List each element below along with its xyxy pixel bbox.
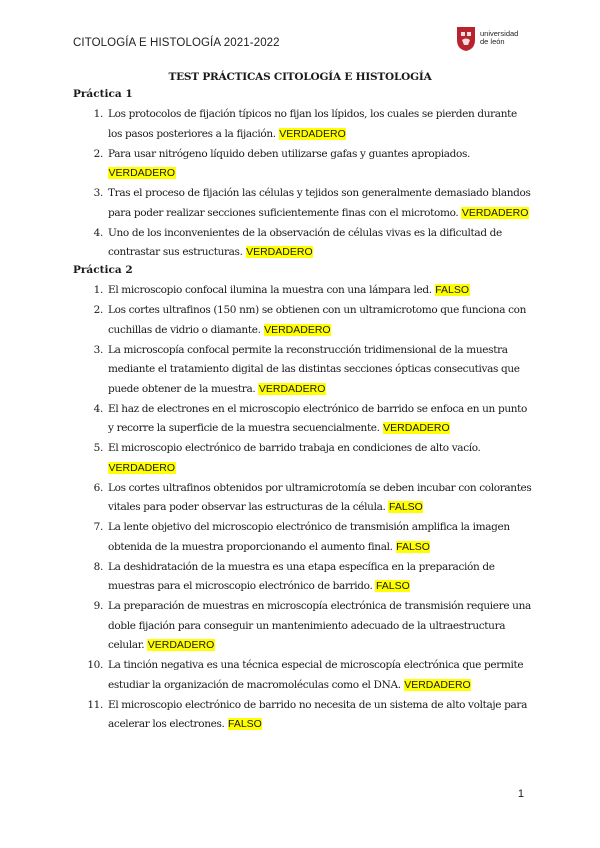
item-number: 1. bbox=[93, 108, 103, 120]
item-text: Los protocolos de fijación típicos no fijan los lípidos, los cuales se pierden durante los pasos posteriores a la fijación. bbox=[108, 108, 517, 140]
list-item bbox=[73, 184, 533, 223]
answer-highlight: VERDADERO bbox=[279, 127, 346, 140]
item-text: Los cortes ultrafinos obtenidos por ultramicrotomía se deben incubar con colorantes vitales para poder observar las estructuras de la célula. bbox=[108, 481, 532, 513]
answer-highlight: FALSO bbox=[388, 501, 423, 513]
item-text: El microscopio confocal ilumina la muestra con una lámpara led. bbox=[108, 284, 432, 296]
list-item bbox=[73, 400, 533, 439]
list-item bbox=[73, 341, 533, 400]
answer-highlight: VERDADERO bbox=[147, 639, 215, 651]
section-heading: Práctica 2 bbox=[73, 264, 133, 276]
item-number: 3. bbox=[93, 343, 103, 356]
item-text: Para usar nitrógeno líquido deben utilizarse gafas y guantes apropiados. bbox=[108, 147, 471, 160]
item-number: 4. bbox=[93, 226, 103, 239]
item-text: La tinción negativa es una técnica especial de microscopía electrónica que permite estudiar la organización de macromoléculas como el DNA. bbox=[108, 659, 524, 691]
list-item bbox=[73, 145, 533, 184]
item-number: 11. bbox=[87, 698, 103, 711]
item-text: El haz de electrones en el microscopio electrónico de barrido se enfoca en un punto y recorre la superficie de la muestra secuencialmente. bbox=[108, 402, 527, 434]
page-number: 1 bbox=[517, 788, 524, 800]
answer-highlight: FALSO bbox=[435, 284, 470, 296]
answer-highlight: FALSO bbox=[228, 718, 262, 730]
item-text: El microscopio electrónico de barrido trabaja en condiciones de alto vacío. bbox=[108, 442, 481, 454]
answer-highlight: FALSO bbox=[396, 540, 430, 553]
list-item bbox=[73, 518, 533, 557]
list-item bbox=[73, 597, 533, 656]
question-list bbox=[73, 105, 533, 263]
answer-highlight: FALSO bbox=[375, 580, 410, 592]
document-title: TEST PRÁCTICAS CITOLOGÍA E HISTOLOGÍA bbox=[168, 71, 432, 83]
item-text: La preparación de muestras en microscopía electrónica de transmisión requiere una doble fijación para conseguir un mantenimiento adecuado de la ultraestructura celular. bbox=[108, 600, 531, 651]
list-item bbox=[73, 656, 533, 695]
answer-highlight: VERDADERO bbox=[404, 678, 471, 691]
shield-icon bbox=[456, 26, 476, 52]
item-number: 2. bbox=[93, 304, 103, 316]
item-number: 5. bbox=[93, 442, 103, 454]
list-item bbox=[73, 224, 533, 263]
list-item bbox=[73, 558, 533, 597]
item-number: 3. bbox=[93, 187, 103, 199]
list-item bbox=[73, 696, 533, 735]
answer-highlight: VERDADERO bbox=[246, 246, 313, 258]
running-header: CITOLOGÍA E HISTOLOGÍA 2021-2022 bbox=[73, 37, 280, 49]
answer-highlight: VERDADERO bbox=[383, 422, 450, 434]
question-list bbox=[73, 281, 533, 735]
item-text: La lente objetivo del microscopio electrónico de transmisión amplifica la imagen obtenida de la muestra proporcionando el aumento final. bbox=[108, 521, 510, 553]
list-item bbox=[73, 479, 533, 518]
item-number: 6. bbox=[93, 481, 103, 494]
answer-highlight: VERDADERO bbox=[461, 206, 529, 219]
item-number: 1. bbox=[93, 284, 103, 296]
item-text: El microscopio electrónico de barrido no necesita de un sistema de alto voltaje para acelerar los electrones. bbox=[108, 698, 527, 730]
list-item bbox=[73, 281, 533, 301]
section-heading: Práctica 1 bbox=[73, 88, 133, 100]
answer-highlight: VERDADERO bbox=[258, 382, 326, 395]
item-number: 7. bbox=[93, 521, 103, 533]
logo-line-1: universidad bbox=[480, 29, 519, 38]
logo-line-2: de león bbox=[480, 37, 505, 46]
item-text: La microscopía confocal permite la reconstrucción tridimensional de la muestra mediante el tratamiento digital de las distintas secciones ópticas consecutivas que puede obtener de la muestra. bbox=[108, 343, 520, 395]
answer-highlight: VERDADERO bbox=[264, 323, 331, 336]
item-text: La deshidratación de la muestra es una etapa específica en la preparación de muestras para el microscopio electrónico de barrido. bbox=[108, 560, 495, 592]
item-number: 8. bbox=[93, 560, 103, 573]
item-number: 2. bbox=[93, 147, 103, 160]
answer-highlight: VERDADERO bbox=[108, 461, 176, 474]
item-text: Uno de los inconvenientes de la observación de células vivas es la dificultad de contrastar sus estructuras. bbox=[108, 226, 502, 258]
answer-highlight: VERDADERO bbox=[108, 167, 176, 179]
item-text: Los cortes ultrafinos (150 nm) se obtienen con un ultramicrotomo que funciona con cuchillas de vidrio o diamante. bbox=[108, 304, 527, 336]
list-item bbox=[73, 439, 533, 478]
item-text: Tras el proceso de fijación las células y tejidos son generalmente demasiado blandos para poder realizar secciones suficientemente finas con el microtomo. bbox=[108, 187, 531, 219]
item-number: 4. bbox=[93, 402, 103, 415]
item-number: 9. bbox=[93, 600, 103, 612]
list-item bbox=[73, 105, 533, 144]
item-number: 10. bbox=[87, 659, 103, 671]
list-item bbox=[73, 301, 533, 340]
university-logo bbox=[456, 26, 528, 56]
